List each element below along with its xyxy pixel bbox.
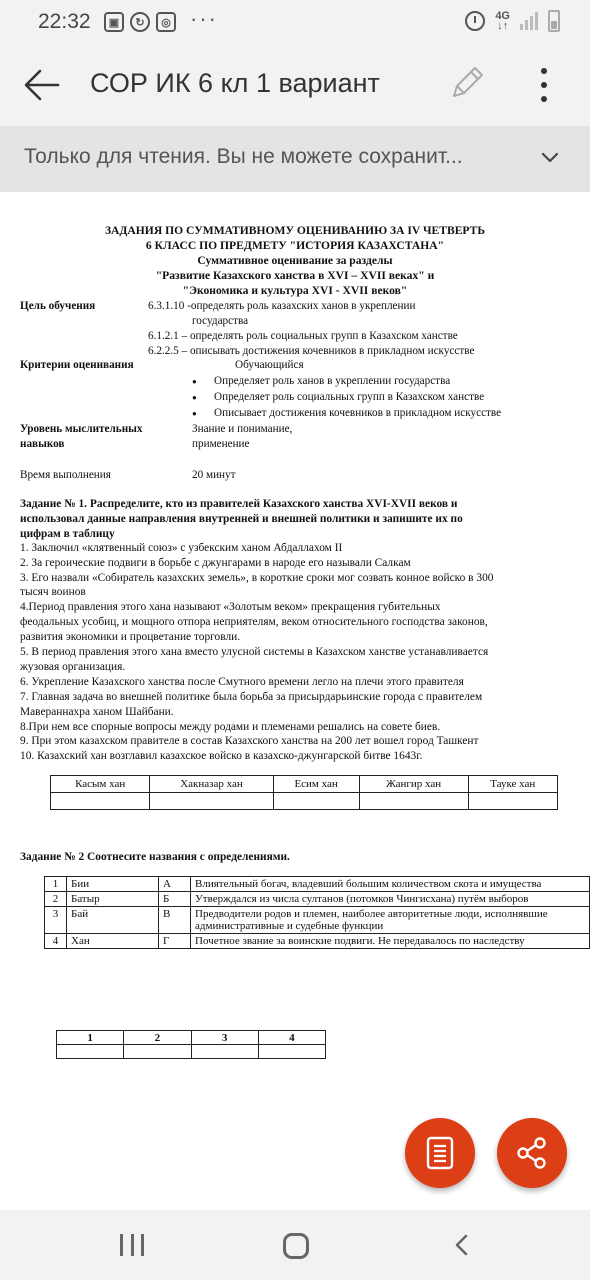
- task1-item: 4.Период правления этого хана называют «Золотым веком» прекращения губительных: [20, 601, 441, 613]
- table-row: [45, 907, 590, 934]
- system-navigation-bar: [0, 1210, 590, 1280]
- chevron-down-icon[interactable]: [540, 148, 560, 168]
- task1-item: 10. Казахский хан возглавил казахское войско в казахско-джунгарской битве 1643г.: [20, 750, 423, 762]
- task1-title: использовал данные направления внутренней и внешней политики и запишите их по: [20, 513, 463, 525]
- row-term: Бай: [67, 907, 159, 934]
- task1-item: феодальных усобиц, и мощного отпора неприятелям, веком относительного господства законов,: [20, 616, 488, 628]
- system-icons: [465, 10, 560, 32]
- battery-icon: [548, 10, 560, 32]
- instagram-icon: ◎: [156, 12, 176, 32]
- row-definition: Почетное звание за воинские подвиги. Не передавалось по наследству: [191, 934, 590, 949]
- table-header-cell: 3: [191, 1031, 258, 1045]
- task1-item: 9. При этом казахском правителе в состав Казахского ханства на 200 лет вошел город Ташкент: [20, 735, 479, 747]
- reader-mode-button[interactable]: [405, 1118, 475, 1188]
- time-value: 20 минут: [192, 469, 236, 481]
- table-cell: [124, 1045, 191, 1059]
- goal-line: 6.2.2.5 – описывать достижения кочевников в прикладном искусстве: [148, 345, 475, 357]
- task1-item: 7. Главная задача во внешней политике была борьба за присырдарьинские города с правителем: [20, 691, 483, 703]
- nav-back-icon[interactable]: [452, 1234, 472, 1256]
- document-reader-icon: [424, 1135, 456, 1171]
- table-header-cell: Касым хан: [51, 776, 150, 793]
- task1-item: развития экономики и процветание торговли.: [20, 631, 241, 643]
- table-cell: [359, 793, 468, 810]
- task1-item: 2. За героические подвиги в борьбе с джунгарами в народе его называли Салкам: [20, 557, 411, 569]
- sync-icon: ↻: [130, 12, 150, 32]
- row-letter: Б: [159, 892, 191, 907]
- share-icon: [515, 1136, 549, 1170]
- task1-item: Мавераннахра ханом Шайбани.: [20, 706, 174, 718]
- task1-item: 1. Заключил «клятвенный союз» с узбекским ханом Абдаллахом II: [20, 542, 343, 554]
- table-cell: [273, 793, 359, 810]
- task1-title: цифрам в таблицу: [20, 528, 115, 540]
- goal-line: 6.1.2.1 – определять роль социальных групп в Казахском ханстве: [148, 330, 458, 342]
- notification-icons: [104, 12, 176, 32]
- row-term: Бии: [67, 877, 159, 892]
- document-title: СОР ИК 6 кл 1 вариант: [90, 68, 380, 98]
- table-header-cell: Тауке хан: [468, 776, 558, 793]
- task2-title: Задание № 2 Соотнесите названия с определениями.: [20, 851, 290, 863]
- table-row: [45, 892, 590, 907]
- home-icon[interactable]: [283, 1233, 309, 1259]
- row-term: Батыр: [67, 892, 159, 907]
- row-number: 1: [45, 877, 67, 892]
- level-value: применение: [192, 438, 250, 450]
- task1-answer-table: [50, 775, 558, 810]
- more-notifications-icon: ···: [190, 6, 218, 31]
- level-label: Уровень мыслительных: [20, 423, 143, 435]
- task1-title: Задание № 1. Распределите, кто из правителей Казахского ханства XVI-XVII веков и: [20, 498, 458, 510]
- table-cell: [57, 1045, 124, 1059]
- doc-header-line: "Экономика и культура XVI - XVII веков": [182, 284, 408, 297]
- pencil-icon[interactable]: [448, 64, 486, 102]
- document-page[interactable]: ЗАДАНИЯ ПО СУММАТИВНОМУ ОЦЕНИВАНИЮ ЗА IV ЧЕТВЕРТЬ 6 КЛАСС ПО ПРЕДМЕТУ "ИСТОРИЯ КАЗАХСТАНА" Суммативное оценивание за разделы "Развитие Казахского ханства в XVI – XVII веках" и "Экономика и культура XVI - XVII веков" Цель обучения 6.3.1.10 -определять роль казахских ханов в укреплении государства 6.1.2.1 – определять роль социальных групп в Казахском ханстве 6.2.2.5 – описывать достижения кочевников в прикладном искусстве Критерии оценивания Обучающийся Определяет роль ханов в укреплении государства Определяет роль социальных групп в Казахском ханстве Описывает достижения кочевников в прикладном искусстве Уровень мыслительных навыков Знание и понимание, применение Время выполнения 20 минут Задание № 1. Распределите, кто из правителей Казахского ханства XVI-XVII веков и использовал данные направления внутренней и внешней политики и запишите их по цифрам в таблицу 1. Заключил «клятвенный союз» с узбекским ханом Абдаллахом II 2. За героические подвиги в борьбе с джунгарами в народе его называли Салкам 3. Его назвали «Собиратель казахских земель», в короткие сроки мог созвать конное войско в 300 тысяч воинов 4.Период правления этого хана называют «Золотым веком» прекращения губительных феодальных усобиц, и мощного отпора неприятелям, веком относительного господства законов, развития экономики и процветание торговли. 5. В период правления этого хана вместо улусной системы в Казахском ханстве устанавливается жузовая организация. 6. Укрепление Казахского ханства после Смутного времени легло на плечи этого правителя 7. Главная задача во внешней политике была борьба за присырдарьинские города с правителем Мавераннахра ханом Шайбани. 8.При нем все спорные вопросы между родами и племенами решались на совете биев. 9. При этом казахском правителе в состав Казахского ханства на 200 лет вошел город Ташкент 10. Казахский хан возглавил казахское войско в казахско-джунгарской битве 1643г. Касым хан Хакназар хан Есим хан Жангир хан Тауке хан Задание № 2 Соотнесите названия с определениями. 1 Бии А Влиятельный богач, владевший большим количеством скота и имущества 2 Батыр Б Утверждался из числа султанов (потомков Чингисхана) путём выборов 3 Бай В Предводители родов и племен, наиболее авторитетные люди, исполнявшие административные и судебные функции 4 Хан Г Почетное звание за воинские подвиги. Не передавалось по наследству 1 2 3 4: [0, 192, 590, 1202]
- task2-answer-table: [56, 1030, 326, 1059]
- kebab-menu-icon[interactable]: [536, 68, 552, 102]
- task1-item: 6. Укрепление Казахского ханства после Смутного времени легло на плечи этого правителя: [20, 676, 464, 688]
- network-type: 4G ↓↑: [495, 10, 510, 32]
- row-letter: Г: [159, 934, 191, 949]
- table-row: [45, 934, 590, 949]
- signal-icon: [520, 12, 538, 30]
- row-number: 2: [45, 892, 67, 907]
- row-definition: Влиятельный богач, владевший большим количеством скота и имущества: [191, 877, 590, 892]
- table-cell: [150, 793, 273, 810]
- table-cell: [468, 793, 558, 810]
- row-letter: А: [159, 877, 191, 892]
- doc-header-line: 6 КЛАСС ПО ПРЕДМЕТУ "ИСТОРИЯ КАЗАХСТАНА": [145, 239, 445, 252]
- app-bar: [0, 44, 590, 126]
- task1-item: 3. Его назвали «Собиратель казахских земель», в короткие сроки мог созвать конное войско в 300: [20, 572, 494, 584]
- table-header-cell: Есим хан: [273, 776, 359, 793]
- doc-header-line: ЗАДАНИЯ ПО СУММАТИВНОМУ ОЦЕНИВАНИЮ ЗА IV ЧЕТВЕРТЬ: [104, 224, 486, 237]
- level-value: Знание и понимание,: [192, 423, 293, 435]
- task2-matching-table: [44, 876, 590, 949]
- time-label: Время выполнения: [20, 469, 111, 481]
- table-cell: [258, 1045, 325, 1059]
- goal-line: государства: [192, 315, 249, 327]
- task1-item: жузовая организация.: [20, 661, 126, 673]
- level-label: навыков: [20, 438, 65, 450]
- share-button[interactable]: [497, 1118, 567, 1188]
- row-definition: Утверждался из числа султанов (потомков Чингисхана) путём выборов: [191, 892, 590, 907]
- table-header-cell: 2: [124, 1031, 191, 1045]
- goal-label: Цель обучения: [20, 300, 96, 312]
- row-number: 3: [45, 907, 67, 934]
- doc-header-line: "Развитие Казахского ханства в XVI – XVII веках" и: [155, 269, 435, 282]
- task1-item: тысяч воинов: [20, 586, 86, 598]
- criteria-label: Критерии оценивания: [20, 359, 134, 371]
- row-number: 4: [45, 934, 67, 949]
- table-row: [45, 877, 590, 892]
- recent-apps-icon[interactable]: [120, 1234, 144, 1256]
- status-bar: [0, 0, 590, 44]
- table-cell: [191, 1045, 258, 1059]
- status-time: 22:32: [38, 10, 91, 33]
- table-header-cell: 4: [258, 1031, 325, 1045]
- table-header-cell: 1: [57, 1031, 124, 1045]
- table-cell: [51, 793, 150, 810]
- read-only-banner[interactable]: [0, 126, 590, 192]
- arrow-left-icon[interactable]: [22, 66, 62, 104]
- gallery-icon: ▣: [104, 12, 124, 32]
- row-term: Хан: [67, 934, 159, 949]
- doc-header-line: Суммативное оценивание за разделы: [197, 254, 393, 267]
- row-definition: Предводители родов и племен, наиболее авторитетные люди, исполнявшие административные и судебные функции: [191, 907, 590, 934]
- alarm-icon: [465, 11, 485, 31]
- criteria-intro: Обучающийся: [235, 359, 304, 371]
- task1-item: 8.При нем все спорные вопросы между родами и племенами решались на совете биев.: [20, 721, 441, 733]
- read-only-text: Только для чтения. Вы не можете сохранит...: [24, 145, 463, 168]
- task1-item: 5. В период правления этого хана вместо улусной системы в Казахском ханстве устанавливается: [20, 646, 489, 658]
- row-letter: В: [159, 907, 191, 934]
- table-header-cell: Хакназар хан: [150, 776, 273, 793]
- goal-line: 6.3.1.10 -определять роль казахских ханов в укреплении: [148, 300, 416, 312]
- table-header-cell: Жангир хан: [359, 776, 468, 793]
